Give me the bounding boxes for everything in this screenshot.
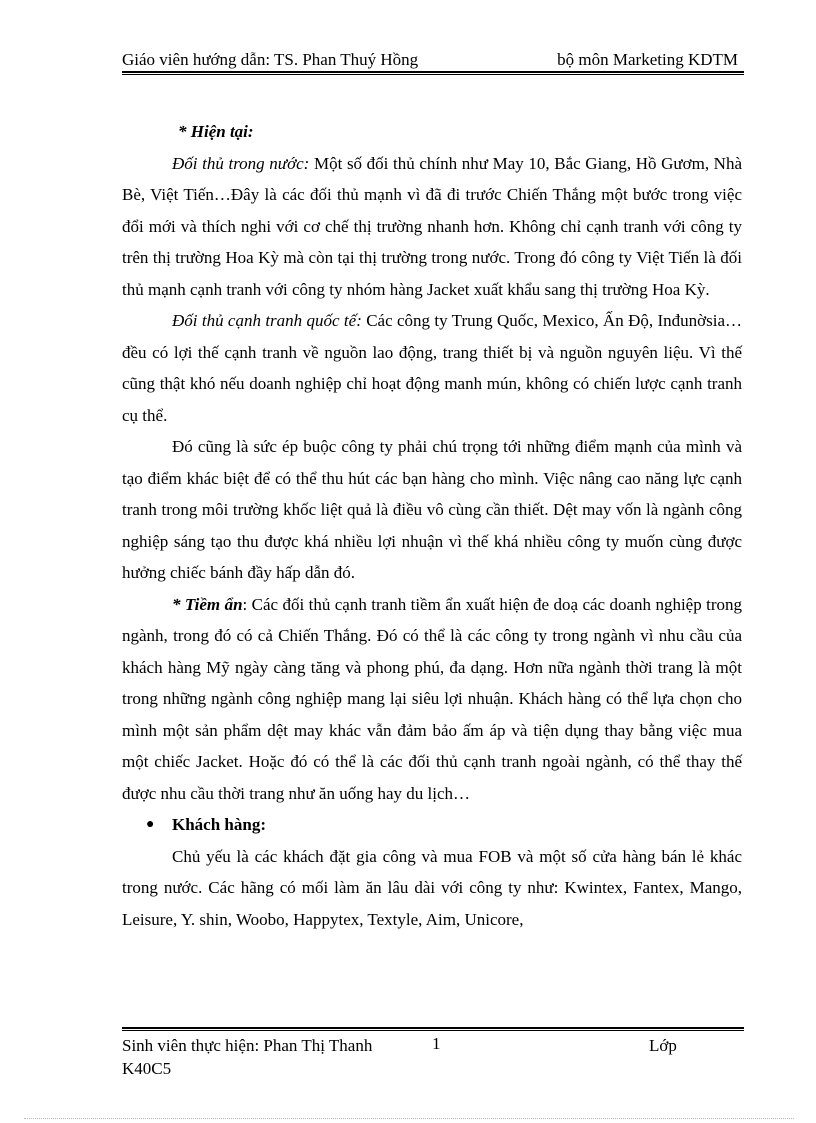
header-divider — [122, 71, 744, 75]
paragraph-pressure: Đó cũng là sức ép buộc công ty phải chú trọng tới những điểm mạnh của mình và tạo điểm khác biệt để có thể thu hút các bạn hàng cho mình. Việc nâng cao năng lực cạnh tranh trong môi trường khốc liệt quả là điều vô cùng cần thiết. Dệt may vốn là ngành công nghiệp sáng tạo thu được khá nhiều lợi nhuận vì thế khá nhiều công ty muốn cùng được hưởng chiếc bánh đầy hấp dẫn đó. — [122, 437, 742, 582]
paragraph-domestic-competitors — [122, 148, 742, 306]
domestic-label: Đối thủ trong nước: — [172, 153, 310, 173]
heading-current: * Hiện tại: — [178, 122, 254, 141]
document-body — [122, 116, 742, 935]
paragraph-latent — [122, 589, 742, 810]
footer-student: Sinh viên thực hiện: Phan Thị Thanh — [122, 1036, 373, 1055]
intl-text: Các công ty Trung Quốc, Mexico, Ấn Độ, Inđunờsia… đều có lợi thế cạnh tranh về nguồn lao động, trang thiết bị và nguồn nguyên liệu. Vì thế cũng thật khó nếu doanh nghiệp chỉ hoạt động manh mún, không có chiến lược cạnh tranh cụ thể. — [122, 311, 742, 425]
customers-heading: Khách hàng: — [172, 815, 266, 834]
footer-class-label: Lớp — [649, 1036, 677, 1055]
intl-label: Đối thủ cạnh tranh quốc tế: — [172, 311, 362, 330]
latent-label: * Tiềm ẩn — [172, 594, 243, 614]
domestic-text: Một số đối thủ chính như May 10, Bắc Giang, Hồ Gươm, Nhà Bè, Việt Tiến…Đây là các đối thủ mạnh vì đã đi trước Chiến Thắng một bước trong việc đổi mới và thích nghi với cơ chế thị trường nhanh hơn. Không chỉ cạnh tranh với công ty trên thị trường Hoa Kỳ mà còn tại thị trường trong nước. Trong đó công ty Việt Tiến là đối thủ mạnh cạnh tranh với công ty nhóm hàng Jacket xuất khẩu sang thị trường Hoa Kỳ. — [122, 153, 743, 299]
paragraph-customers: Chủ yếu là các khách đặt gia công và mua FOB và một số cửa hàng bán lẻ khác trong nước. Các hãng có mối làm ăn lâu dài với công ty như: Kwintex, Fantex, Mango, Leisure, Y. shin, Woobo, Happytex, Textyle, Aim, Unicore, — [122, 846, 742, 929]
footer-class-value: K40C5 — [122, 1059, 172, 1078]
latent-text: : Các đối thủ cạnh tranh tiềm ẩn xuất hiện đe doạ các doanh nghiệp trong ngành, trong đó có cả Chiến Thắng. Đó có thể là các công ty trong ngành vì nhu cầu của khách hàng Mỹ ngày càng tăng và phong phú, đa dạng. Hơn nữa ngành thời trang là một trong những ngành công nghiệp mang lại siêu lợi nhuận. Khách hàng có thể lựa chọn cho mình một sản phẩm dệt may khác vẫn đảm bảo ấm áp và tiện dụng thay bằng việc mua một chiếc Jacket. Hoặc đó có thể là các đối thủ cạnh tranh ngoài ngành, có thể thay thế được nhu cầu thời trang như ăn uống hay du lịch… — [122, 594, 743, 803]
bullet-icon: ● — [146, 817, 155, 832]
page-bottom-edge — [24, 1118, 794, 1119]
header-department: bộ môn Marketing KDTM — [557, 50, 738, 69]
footer-divider — [122, 1027, 744, 1031]
bullet-customers — [122, 809, 742, 841]
page-header — [122, 48, 742, 70]
paragraph-international-competitors — [122, 305, 742, 431]
header-instructor: Giáo viên hướng dẫn: TS. Phan Thuý Hồng — [122, 50, 419, 69]
page-number: 1 — [432, 1034, 441, 1053]
